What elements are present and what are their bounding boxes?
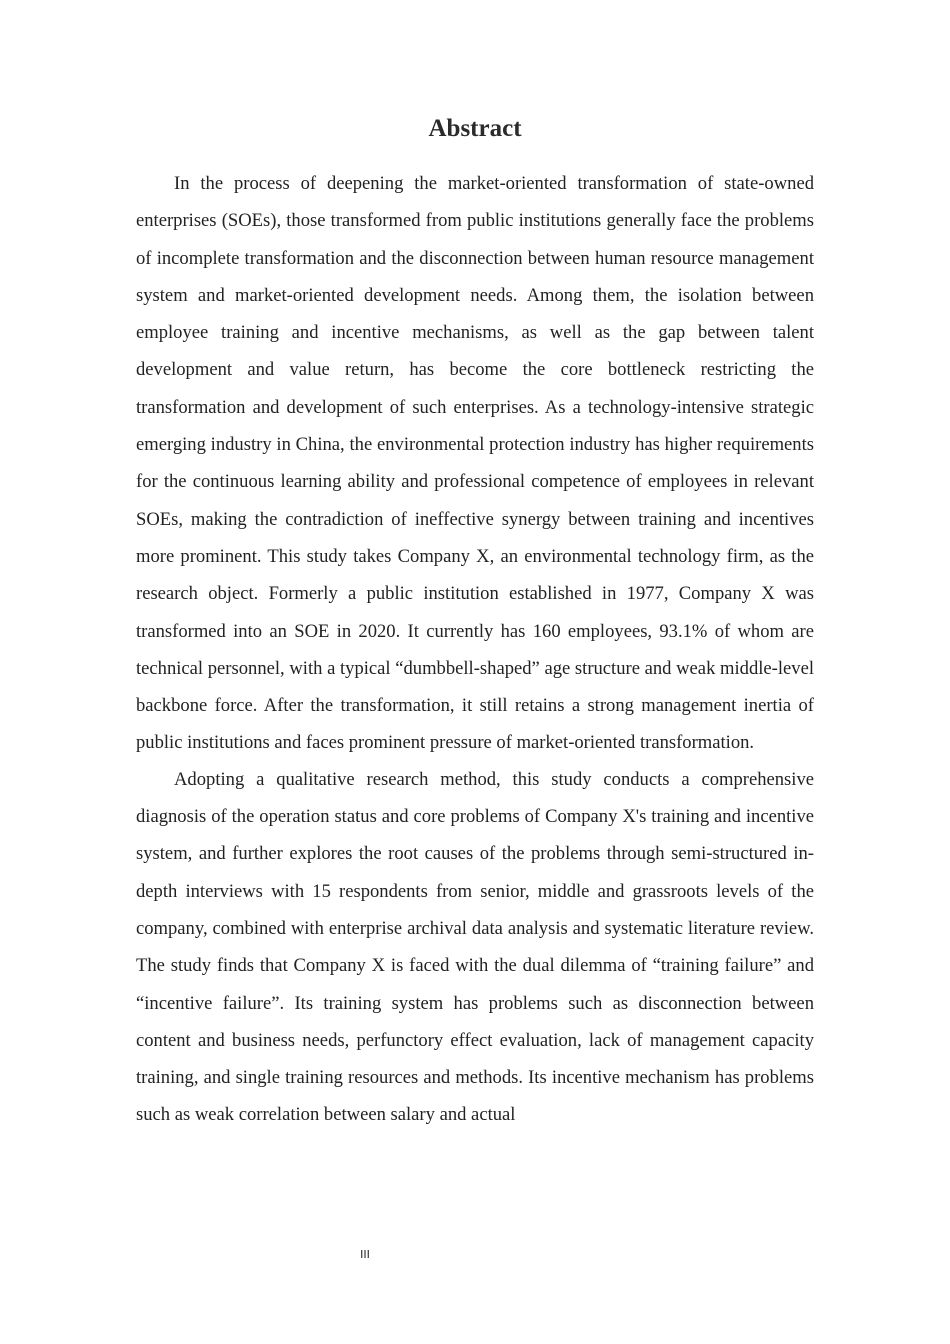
abstract-title: Abstract bbox=[428, 115, 522, 142]
abstract-paragraph-2: Adopting a qualitative research method, this study conducts a comprehensive diagnosis of the operation status and core problems of Company X's training and incentive system, and further explores the root causes of the problems through semi-structured in-depth interviews with 15 respondents from senior, middle and grassroots levels of the company, combined with enterprise archival data analysis and systematic literature review. The study finds that Company X is faced with the dual dilemma of “training failure” and “incentive failure”. Its training system has problems such as disconnection between content and business needs, perfunctory effect evaluation, lack of management capacity training, and single training resources and methods. Its incentive mechanism has problems such as weak correlation between salary and actual bbox=[136, 768, 814, 1126]
abstract-paragraph-1: In the process of deepening the market-oriented transformation of state-owned enterprises (SOEs), those transformed from public institutions generally face the problems of incomplete transformation and the disconnection between human resource management system and market-oriented development needs. Among them, the isolation between employee training and incentive mechanisms, as well as the gap between talent development and value return, has become the core bottleneck restricting the transformation and development of such enterprises. As a technology-intensive strategic emerging industry in China, the environmental protection industry has higher requirements for the continuous learning ability and professional competence of employees in relevant SOEs, making the contradiction of ineffective synergy between training and incentives more prominent. This study takes Company X, an environmental technology firm, as the research object. Formerly a public institution established in 1977, Company X was transformed into an SOE in 2020. It currently has 160 employees, 93.1% of whom are technical personnel, with a typical “dumbbell-shaped” age structure and weak middle-level backbone force. After the transformation, it still retains a strong management inertia of public institutions and faces prominent pressure of market-oriented transformation. bbox=[136, 173, 814, 754]
page-number: III bbox=[360, 1248, 370, 1261]
abstract-body bbox=[136, 165, 814, 1134]
